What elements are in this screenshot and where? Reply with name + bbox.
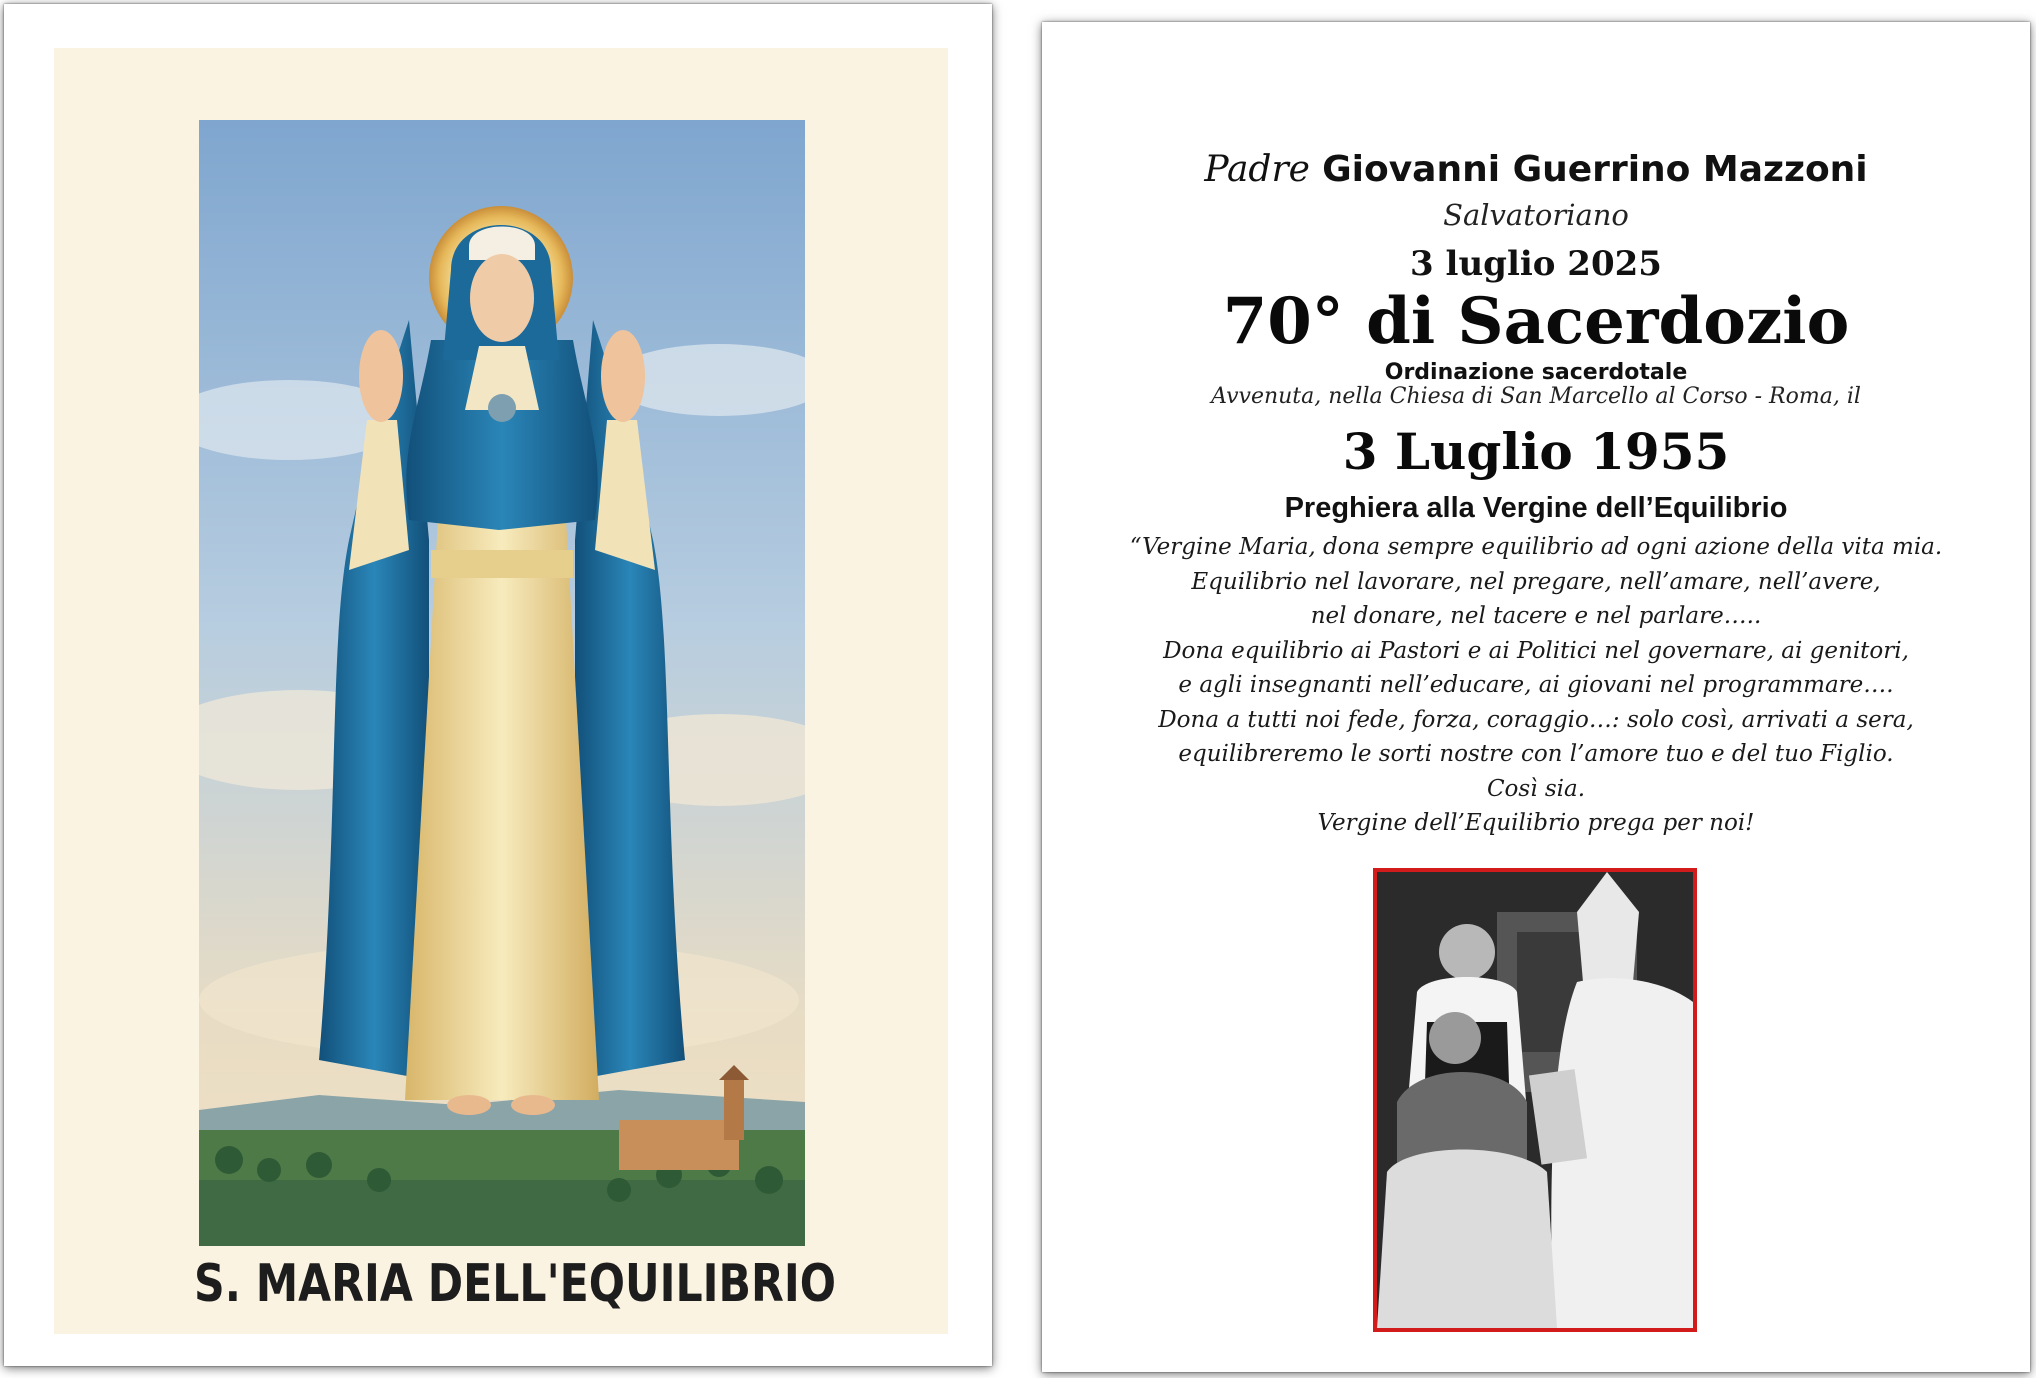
anniversary-card [1042, 22, 2030, 1372]
holy-card-page [4, 4, 992, 1366]
holy-card [54, 48, 948, 1334]
ordination-photo [1373, 868, 1697, 1332]
anniversary-title: 70° di Sacerdozio [1222, 284, 1850, 359]
prayer-line: nel donare, nel tacere e nel parlare….. [1310, 603, 1762, 629]
prayer-text [1042, 530, 2030, 841]
name-prefix: Padre [1204, 149, 1310, 190]
holy-card-caption: S. MARIA DELL'EQUILIBRIO [194, 1254, 836, 1314]
anniversary-date: 3 luglio 2025 [1410, 244, 1662, 284]
prayer-line: Così sia. [1486, 775, 1586, 802]
ordination-place: Avvenuta, nella Chiesa di San Marcello al Corso - Roma, il [1211, 384, 1861, 409]
prayer-title: Preghiera alla Vergine dell’Equilibrio [1284, 492, 1788, 524]
ordination-date: 3 Luglio 1955 [1342, 422, 1730, 481]
madonna-painting [199, 120, 805, 1246]
prayer-line: Equilibrio nel lavorare, nel pregare, nell’amare, nell’avere, [1191, 568, 1881, 595]
prayer-line: equilibreremo le sorti nostre con l’amore tuo e del tuo Figlio. [1178, 741, 1894, 767]
priest-name: Giovanni Guerrino Mazzoni [1322, 149, 1868, 190]
prayer-line: Vergine dell’Equilibrio prega per noi! [1317, 810, 1755, 836]
congregation: Salvatoriano [1443, 198, 1629, 232]
ordination-label: Ordinazione sacerdotale [1384, 360, 1688, 385]
prayer-line: Dona equilibrio ai Pastori e ai Politici nel governare, ai genitori, [1163, 637, 1909, 664]
prayer-line: Dona a tutti noi fede, forza, coraggio…: solo così, arrivati a sera, [1158, 706, 1914, 733]
priest-name-line [1042, 146, 2030, 190]
prayer-line: “Vergine Maria, dona sempre equilibrio ad ogni azione della vita mia. [1129, 534, 1943, 560]
prayer-line: e agli insegnanti nell’educare, ai giovani nel programmare…. [1178, 672, 1894, 698]
